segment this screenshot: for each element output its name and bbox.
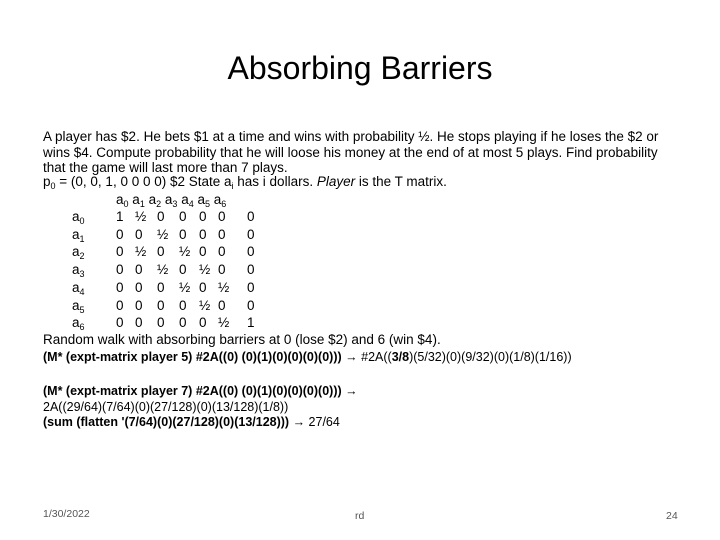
initial-state-line [43,174,447,189]
matrix-cell: 0 [157,279,165,295]
matrix-cell: ½ [135,209,147,224]
arrow-icon: → [292,415,306,429]
state-subscript: i [231,181,234,191]
matrix-cell: 0 [179,226,187,242]
code-expt-5 [43,350,572,365]
matrix-cell: 0 [247,209,255,224]
matrix-header-cell: $a_5$ [197,192,211,209]
matrix-cell: 0 [179,262,187,278]
matrix-cell: 0 [116,262,124,278]
matrix-cell: 0 [116,226,124,242]
matrix-cell: 0 [199,315,207,331]
sum-result: 27/64 [305,415,340,429]
matrix-cell: 0 [135,297,143,313]
matrix-cell: 0 [218,262,226,278]
result-prefix: #2A(( [357,350,392,364]
result-highlight: 3/8 [391,350,410,364]
matrix-cell: 1 [247,315,255,331]
matrix-header-subscript: 3 [172,199,178,209]
matrix-cell: 0 [116,244,124,260]
matrix-header-subscript: 6 [221,199,227,209]
matrix-cell: 0 [199,279,207,295]
matrix-header-subscript: 1 [139,199,145,209]
matrix-cell: ½ [157,262,169,278]
matrix-cell: 0 [116,279,124,295]
matrix-cell: 0 [179,297,187,313]
matrix-cell: 0 [199,244,207,260]
footer-center: rd [355,510,365,522]
code-line-1 [43,384,358,400]
matrix-cell: 0 [199,226,207,242]
matrix-cell: 0 [218,226,226,242]
matrix-row-label: $a_3$ [72,262,85,280]
matrix-cell: 0 [157,209,165,224]
matrix-header-subscript: 4 [188,199,194,209]
matrix-cell: 0 [135,262,143,278]
code-expr-7: (M* (expt-matrix player 7) #2A((0) (0)(1)(0)(0)(0)(0))) [43,384,342,398]
matrix-header [116,192,226,207]
matrix-cell: ½ [157,226,169,242]
matrix-cell: 0 [247,279,255,295]
state-description: has i dollars. [233,174,317,189]
matrix-header-cell: $a_1$ [132,192,145,209]
matrix-cell: 1 [116,209,124,224]
matrix-cell: 0 [199,209,207,224]
matrix-cell: ½ [179,279,191,295]
matrix-cell: 0 [135,315,143,331]
matrix-cell: 0 [218,297,226,313]
initial-vector: = (0, 0, 1, 0 0 0 0) $2 State a [55,174,232,189]
footer-date: 1/30/2022 [43,508,90,520]
matrix-cell: 0 [179,315,187,331]
arrow-icon: → [345,384,358,398]
matrix-cell: 0 [247,244,255,260]
matrix-cell: 0 [247,226,255,242]
matrix-header-subscript: 0 [123,199,129,209]
matrix-cell: ½ [218,279,230,295]
matrix-row-label: $a_6$ [72,315,85,333]
matrix-cell: 0 [218,209,226,224]
matrix-row-label: $a_5$ [72,297,85,315]
sum-expr: (sum (flatten '(7/64)(0)(27/128)(0)(13/128))) [43,415,290,429]
code-expr-5: (M* (expt-matrix player 5) #2A((0) (0)(1)(0)(0)(0)(0))) [43,350,342,364]
code-expt-7 [43,384,358,431]
matrix-header-cell: $a_0$ [116,192,129,209]
matrix-cell: 0 [247,297,255,313]
arrow-icon: → [345,350,358,364]
code-line-3 [43,415,358,431]
matrix-header-cell: $a_3$ [164,192,178,209]
matrix-row-label: $a_2$ [72,244,85,262]
p-subscript: 0 [50,181,56,191]
matrix-header-cell: $a_6$ [213,192,227,209]
matrix-cell: 0 [157,315,165,331]
matrix-note: is the T matrix. [355,174,447,189]
matrix-cell: 0 [135,279,143,295]
matrix-row-label: $a_0$ [72,209,85,226]
matrix-cell: 0 [157,297,165,313]
matrix-cell: 0 [135,226,143,242]
matrix-cell: 0 [116,315,124,331]
matrix-header-cell: $a_2$ [148,192,162,209]
matrix-cell: ½ [135,244,147,260]
matrix-header-cell: $a_4$ [181,192,194,209]
p-letter: p [43,174,51,189]
problem-statement: A player has $2. He bets $1 at a time and wins with probability ½. He stops playing if he loses the $2 or wins $4. Compute probability that he will loose his money at the end of at most 5 plays. Find probability that the game will last more than 7 plays. [43,129,659,175]
matrix-cell: 0 [179,209,187,224]
slide-title: Absorbing Barriers [227,50,493,86]
matrix-header-subscript: 5 [205,199,211,209]
matrix-cell: 0 [116,297,124,313]
matrix-row-label: $a_4$ [72,279,85,297]
matrix-cell: ½ [199,262,211,278]
matrix-row-label: $a_1$ [72,226,85,244]
result-suffix: )(5/32)(0)(9/32)(0)(1/8)(1/16)) [409,350,572,364]
matrix-header-subscript: 2 [156,199,162,209]
matrix-cell: ½ [179,244,191,260]
code-line-2: 2A((29/64)(7/64)(0)(27/128)(0)(13/128)(1/8)) [43,399,289,414]
matrix-cell: 0 [218,244,226,260]
matrix-cell: ½ [218,315,230,331]
matrix-cell: 0 [247,262,255,278]
matrix-cell: 0 [157,244,165,260]
matrix-cell: ½ [199,297,211,313]
random-walk-note: Random walk with absorbing barriers at 0 (lose $2) and 6 (win $4). [43,332,441,347]
player-word: Player [316,174,356,189]
slide-number: 24 [666,510,678,522]
